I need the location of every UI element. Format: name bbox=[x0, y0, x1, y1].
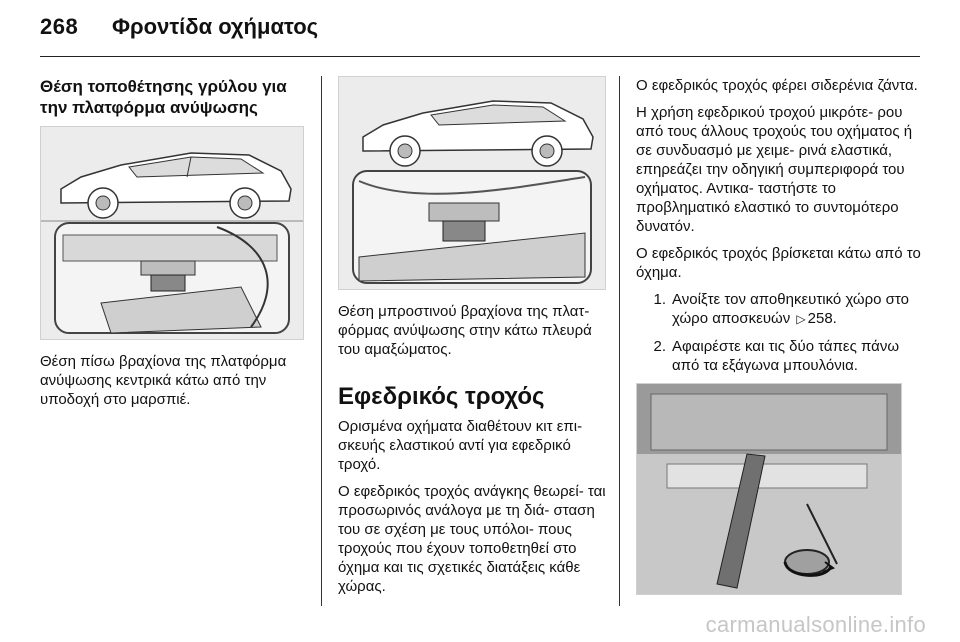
column-3 bbox=[636, 76, 926, 595]
page-number: 268 bbox=[40, 14, 79, 39]
car-lift-rear-illustration bbox=[41, 127, 303, 339]
spare-wheel-para-2: Ο εφεδρικός τροχός ανάγκης θεωρεί- ται προσωρινός ανάλογα με τη διά- σταση του σε σχέση με τους υπόλοι- πους τροχούς που έχουν τοποθετηθεί στο όχημα και τις σχετικές διατάξεις κάθε χώρας. bbox=[338, 483, 606, 595]
spare-location-para: Ο εφεδρικός τροχός βρίσκεται κάτω από το όχημα. bbox=[636, 245, 921, 281]
trunk-wrench-illustration bbox=[637, 384, 901, 594]
rear-lift-arm-figure bbox=[40, 126, 304, 340]
step-item bbox=[636, 337, 926, 375]
lift-position-subheading: Θέση τοποθέτησης γρύλου για την πλατφόρμα ανύψωσης bbox=[40, 77, 287, 117]
column-divider-1 bbox=[321, 76, 322, 606]
rear-lift-arm-caption: Θέση πίσω βραχίονα της πλατφόρμα ανύψωσης κεντρικά κάτω από την υποδοχή στο μαρσπιέ. bbox=[40, 353, 287, 408]
steel-rim-para: Ο εφεδρικός τροχός φέρει σιδερένια ζάντα. bbox=[636, 77, 918, 94]
step-number: 2. bbox=[653, 338, 666, 355]
watermark: carmanualsonline.info bbox=[705, 612, 926, 637]
small-spare-warning-para: Η χρήση εφεδρικού τροχού μικρότε- ρου από τους άλλους τροχούς του οχήματος ή σε συνδυασμό με χειμε- ρινά ελαστικά, επηρεάζει την οδηγική συμπεριφορά του οχήματος. Αντικα- ταστήστε το προβληματικό ελαστικό το συντομότερο δυνατόν. bbox=[636, 104, 913, 235]
front-lift-arm-caption: Θέση μπροστινού βραχίονα της πλατ- φόρμας ανύψωσης στην κάτω πλευρά του αμαξώματος. bbox=[338, 303, 592, 358]
column-divider-2 bbox=[619, 76, 620, 606]
front-lift-arm-figure bbox=[338, 76, 606, 290]
step-number: 1. bbox=[653, 291, 666, 308]
header-rule bbox=[40, 56, 920, 57]
step-text bbox=[672, 290, 926, 329]
step-item bbox=[636, 290, 926, 329]
step-2-text: Αφαιρέστε και τις δύο τάπες πάνω από τα εξάγωνα μπουλόνια. bbox=[672, 338, 900, 374]
trunk-spare-cover-figure bbox=[636, 383, 902, 595]
car-lift-front-illustration bbox=[339, 77, 605, 289]
cross-reference-arrow-icon: ▷ bbox=[796, 312, 806, 326]
spare-wheel-para-1: Ορισμένα οχήματα διαθέτουν κιτ επι- σκευής ελαστικού αντί για εφεδρικό τροχό. bbox=[338, 418, 583, 473]
column-1 bbox=[40, 76, 304, 417]
chapter-title: Φροντίδα οχήματος bbox=[112, 14, 319, 39]
spare-wheel-steps bbox=[636, 290, 926, 375]
page-reference-link[interactable]: 258. bbox=[807, 310, 837, 327]
step-1-text: Ανοίξτε τον αποθηκευτικό χώρο στο χώρο αποσκευών bbox=[672, 291, 909, 327]
page-header bbox=[0, 0, 960, 60]
spare-wheel-heading: Εφεδρικός τροχός bbox=[338, 383, 545, 410]
column-2 bbox=[338, 76, 606, 604]
